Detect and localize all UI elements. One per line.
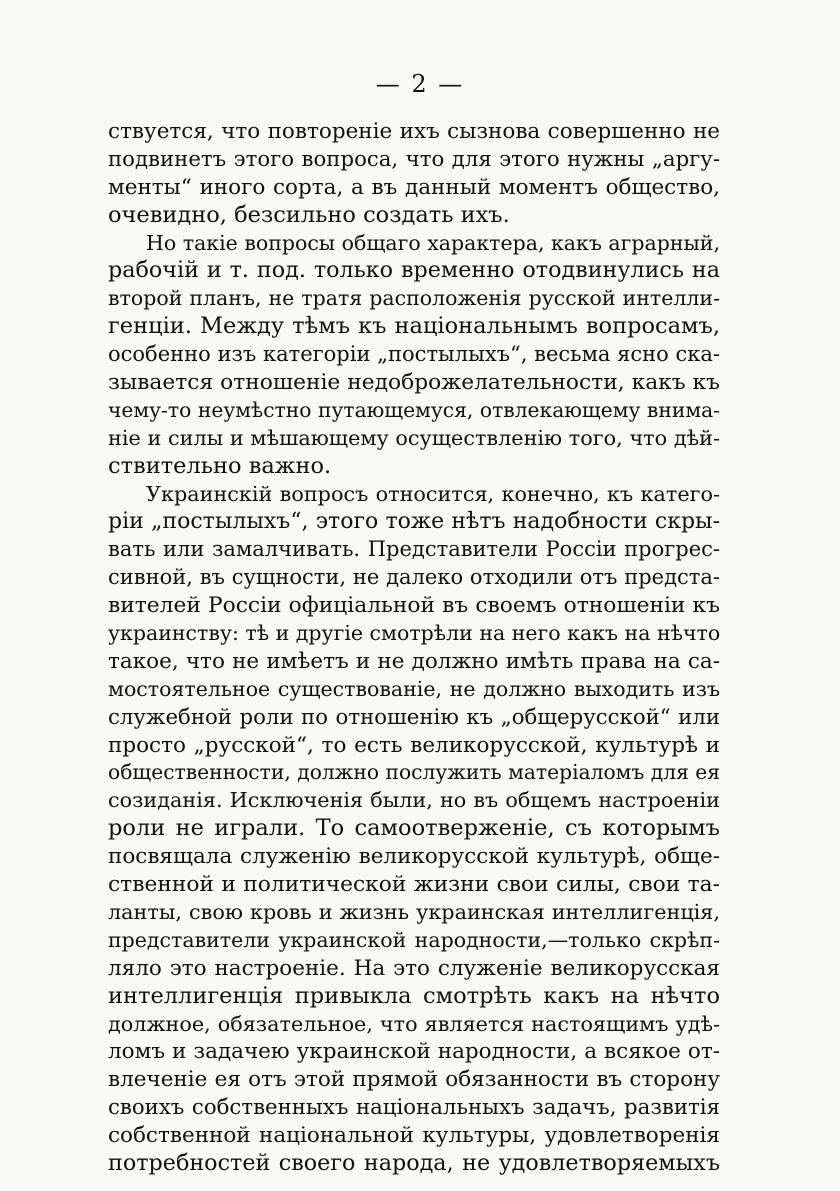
text-line: особенно изъ категоріи „постылыхъ“, весьма ясно ска- — [108, 342, 720, 367]
text-line: просто „русской“, то есть великорусской, культурѣ и — [108, 732, 720, 758]
text-line: ствуется, что повтореніе ихъ сызнова совершенно не — [108, 119, 720, 144]
text-line: собственной національной культуры, удовлетворенія — [108, 1123, 720, 1149]
text-line: мостоятельное существованіе, не должно выходить изъ — [108, 676, 720, 701]
text-line: Но такіе вопросы общаго характера, какъ аграрный, — [146, 230, 720, 255]
page-number: — 2 — — [375, 70, 465, 98]
text-line: должное, обязательное, что является настоящимъ удѣ- — [108, 1011, 720, 1036]
text-line: ствительно важно. — [108, 452, 332, 479]
text-line: украинству: тѣ и другіе смотрѣли на него какъ на нѣчто — [108, 621, 721, 646]
text-line: представители украинской народности,—только скрѣп- — [108, 927, 720, 952]
text-line: рабочій и т. под. только временно отодвинулись на — [108, 257, 720, 284]
text-line: вителей Россіи офиціальной въ своемъ отношеніи къ — [108, 593, 720, 619]
text-line: служебной роли по отношенію къ „общерусской“ или — [108, 704, 720, 730]
text-line: второй планъ, не тратя расположенія русской интелли- — [108, 286, 720, 311]
text-line: генціи. Между тѣмъ къ національнымъ вопросамъ, — [108, 313, 720, 340]
text-line: созиданія. Исключенія были, но въ общемъ настроеніи — [108, 788, 720, 813]
text-line: роли не играли. То самоотверженіе, съ которымъ — [108, 815, 720, 842]
text-line: зывается отношеніе недоброжелательности, какъ къ — [108, 370, 720, 396]
text-line: потребностей своего народа, не удовлетворяемыхъ — [108, 1149, 720, 1176]
text-line: сивной, въ сущности, не далеко отходили отъ предста- — [108, 565, 720, 590]
text-line: посвящала служенію великорусской культурѣ, обще- — [108, 844, 720, 870]
text-line: ніе и силы и мѣшающему осуществленію того, что дѣй- — [108, 425, 720, 450]
text-line: ланты, свою кровь и жизнь украинская интеллигенція, — [108, 899, 720, 924]
text-line: менты“ иного сорта, а въ данный моментъ общество, — [108, 174, 720, 200]
text-line: очевидно, безсильно создать ихъ. — [108, 201, 510, 228]
body-text — [108, 118, 720, 1178]
text-line: подвинетъ этого вопроса, что для этого нужны „аргу- — [108, 146, 720, 172]
text-line: влеченіе ея отъ этой прямой обязанности въ сторону — [108, 1067, 720, 1093]
text-line: ломъ и задачею украинской народности, а всякое от- — [108, 1039, 720, 1065]
text-line: ріи „постылыхъ“, этого тоже нѣтъ надобности скры- — [108, 509, 720, 535]
text-line: чему-то неумѣстно путающемуся, отвлекающему внима- — [108, 397, 720, 422]
text-line: Украинскій вопросъ относится, конечно, къ катего- — [146, 481, 720, 506]
text-line: своихъ собственныхъ національныхъ задачъ, развитія — [108, 1095, 720, 1121]
text-line: интеллигенція привыкла смотрѣть какъ на нѣчто — [108, 982, 720, 1009]
text-line: ляло это настроеніе. На это служеніе великорусская — [108, 955, 720, 981]
text-line: общественности, должно послужить матеріаломъ для ея — [108, 760, 721, 785]
text-line: вать или замалчивать. Представители Россіи прогрес- — [108, 537, 720, 562]
text-line: ственной и политической жизни свои силы, свои та- — [108, 872, 720, 898]
text-line: такое, что не имѣетъ и не должно имѣть права на са- — [108, 648, 720, 674]
